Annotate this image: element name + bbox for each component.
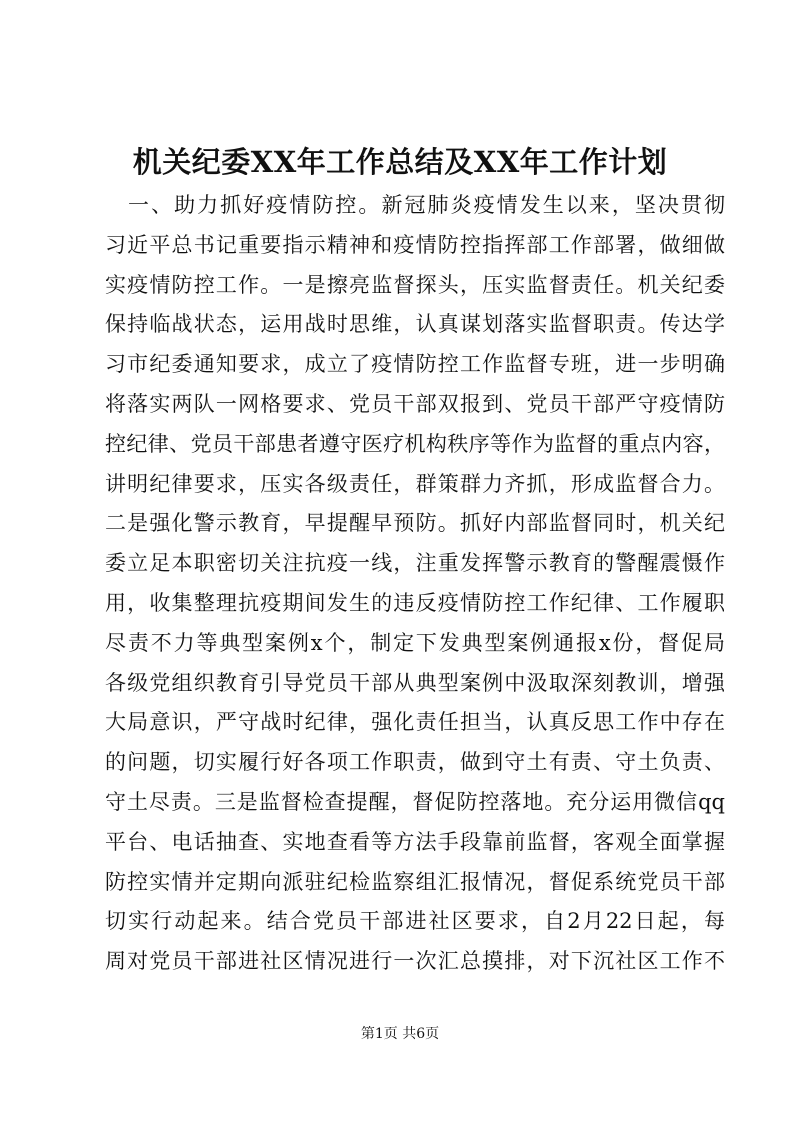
- body-line: 将落实两队一网格要求、党员干部双报到、党员干部严守疫情防: [105, 391, 725, 416]
- body-line: 控纪律、党员干部患者遵守医疗机构秩序等作为监督的重点内容，: [105, 431, 725, 456]
- body-line: 一、助力抓好疫情防控。新冠肺炎疫情发生以来，坚决贯彻: [105, 193, 725, 217]
- body-line: 习市纪委通知要求，成立了疫情防控工作监督专班，进一步明确: [105, 352, 725, 377]
- body-line: 大局意识，严守战时纪律，强化责任担当，认真反思工作中存在: [105, 710, 725, 735]
- body-line: 周对党员干部进社区情况进行一次汇总摸排，对下沉社区工作不: [105, 949, 725, 974]
- body-line: 委立足本职密切关注抗疫一线，注重发挥警示教育的警醒震慑作: [105, 551, 725, 576]
- body-line: 尽责不力等典型案例x个，制定下发典型案例通报x份，督促局: [105, 630, 725, 655]
- body-line: 实疫情防控工作。一是擦亮监督探头，压实监督责任。机关纪委: [105, 272, 725, 297]
- page-number-footer: 第1页 共6页: [360, 1026, 440, 1042]
- body-line: 平台、电话抽查、实地查看等方法手段靠前监督，客观全面掌握: [105, 829, 725, 854]
- body-line: 的问题，切实履行好各项工作职责，做到守土有责、守土负责、: [105, 750, 725, 775]
- body-line: 习近平总书记重要指示精神和疫情防控指挥部工作部署，做细做: [105, 232, 725, 257]
- body-line: 防控实情并定期向派驻纪检监察组汇报情况，督促系统党员干部: [105, 869, 725, 894]
- body-line: 保持临战状态，运用战时思维，认真谋划落实监督职责。传达学: [105, 312, 725, 337]
- body-line: 二是强化警示教育，早提醒早预防。抓好内部监督同时，机关纪: [105, 511, 725, 536]
- body-line: 守土尽责。三是监督检查提醒，督促防控落地。充分运用微信qq: [105, 789, 725, 814]
- body-line: 切实行动起来。结合党员干部进社区要求，自2月22日起，每: [105, 909, 725, 934]
- body-line: 讲明纪律要求，压实各级责任，群策群力齐抓，形成监督合力。: [105, 471, 725, 496]
- document-title: 机关纪委XX年工作总结及XX年工作计划: [132, 145, 668, 179]
- body-line: 用，收集整理抗疫期间发生的违反疫情防控工作纪律、工作履职: [105, 590, 725, 615]
- document-body: [105, 186, 725, 982]
- body-line: 各级党组织教育引导党员干部从典型案例中汲取深刻教训，增强: [105, 670, 725, 695]
